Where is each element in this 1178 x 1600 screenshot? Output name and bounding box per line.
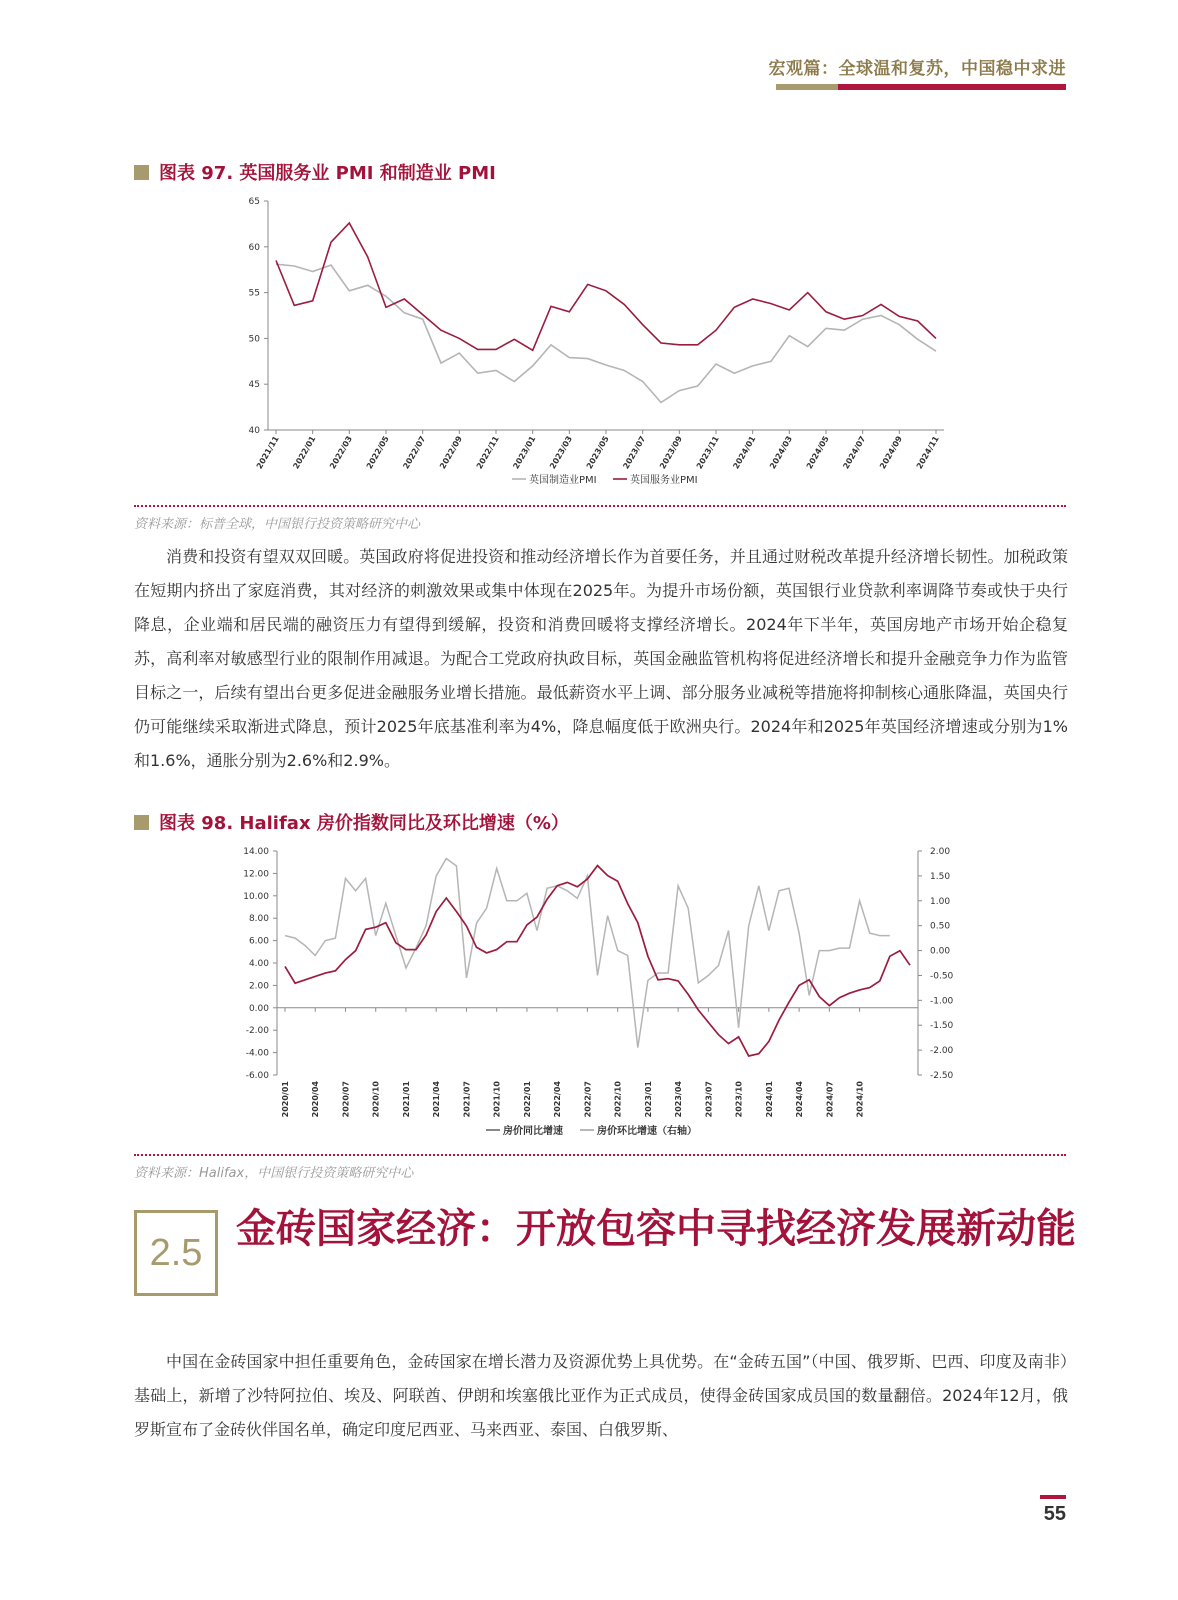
- x-tick-label: 2020/04: [311, 1081, 321, 1118]
- x-tick-label: 2021/04: [432, 1081, 442, 1118]
- right-tick-label: 1.50: [930, 871, 951, 882]
- x-tick-label: 2020/07: [341, 1081, 351, 1118]
- pmi-chart: [0, 190, 1178, 500]
- body-paragraph-brics: 中国在金砖国家中担任重要角色，金砖国家在增长潜力及资源优势上具优势。在“金砖五国”（中国、俄罗斯、巴西、印度及南非）基础上，新增了沙特阿拉伯、埃及、阿联酋、伊朗和埃塞俄比亚作为正式成员，使得金砖国家成员国的数量翻倍。2024年12月，俄罗斯宣布了金砖伙伴国名单，确定印度尼西亚、马来西亚、泰国、白俄罗斯、: [134, 1352, 1068, 1439]
- x-tick-label: 2023/10: [734, 1081, 744, 1118]
- figure97-source: 资料来源：标普全球，中国银行投资策略研究中心: [134, 517, 421, 532]
- left-tick-label: 10.00: [243, 891, 269, 902]
- right-tick-label: 0.00: [930, 946, 951, 957]
- x-tick-label: 2022/07: [401, 434, 428, 471]
- legend-label-manufacturing: 英国制造业PMI: [529, 475, 597, 486]
- x-tick-label: 2023/09: [658, 434, 685, 471]
- right-tick-label: -1.50: [930, 1021, 954, 1032]
- x-tick-label: 2024/05: [804, 434, 831, 471]
- x-tick-label: 2024/09: [878, 434, 905, 471]
- x-tick-label: 2023/01: [643, 1081, 653, 1118]
- legend-label-yoy: 房价同比增速: [503, 1126, 563, 1137]
- x-tick-label: 2020/01: [281, 1081, 290, 1118]
- x-tick-label: 2024/01: [731, 434, 758, 471]
- legend-label-services: 英国服务业PMI: [630, 475, 698, 486]
- x-tick-label: 2023/03: [548, 434, 575, 471]
- left-tick-label: -2.00: [245, 1026, 269, 1037]
- header-divider-gold: [776, 84, 838, 90]
- x-tick-label: 2021/07: [462, 1081, 472, 1118]
- x-tick-label: 2022/11: [474, 434, 501, 471]
- x-tick-label: 2024/03: [768, 434, 795, 471]
- left-tick-label: 4.00: [248, 959, 269, 969]
- left-tick-label: 14.00: [243, 847, 269, 857]
- y-tick-label: 50: [248, 334, 260, 345]
- header-title: 宏观篇：全球温和复苏，中国稳中求进: [768, 59, 1066, 79]
- x-tick-label: 2023/07: [704, 1081, 714, 1118]
- right-tick-label: 1.00: [930, 896, 951, 907]
- x-tick-label: 2022/03: [328, 434, 355, 471]
- left-tick-label: 12.00: [243, 869, 269, 880]
- header-divider-red: [838, 84, 1066, 90]
- right-tick-label: -2.00: [930, 1046, 954, 1057]
- x-tick-label: 2021/11: [254, 434, 281, 471]
- right-tick-label: -0.50: [930, 971, 954, 982]
- x-tick-label: 2020/10: [371, 1081, 381, 1118]
- services-pmi-line: [276, 223, 936, 350]
- page-number: 55: [1043, 1503, 1066, 1525]
- x-tick-label: 2024/04: [795, 1081, 805, 1118]
- legend-label-mom: 房价环比增速（右轴）: [597, 1126, 697, 1137]
- y-tick-label: 65: [248, 197, 260, 207]
- x-tick-label: 2022/05: [364, 434, 391, 471]
- x-tick-label: 2023/11: [694, 434, 721, 471]
- figure97-divider: [134, 505, 1066, 507]
- x-tick-label: 2024/01: [764, 1081, 774, 1118]
- manufacturing-pmi-line: [276, 264, 936, 402]
- x-tick-label: 2024/07: [825, 1081, 835, 1118]
- x-tick-label: 2022/01: [522, 1081, 532, 1118]
- figure98-source: 资料来源：Halifax，中国银行投资策略研究中心: [134, 1166, 414, 1181]
- figure97-title-marker: [134, 165, 149, 180]
- y-tick-label: 45: [248, 380, 260, 391]
- x-tick-label: 2023/05: [584, 434, 611, 471]
- left-tick-label: 8.00: [248, 914, 269, 925]
- figure98-divider: [134, 1154, 1066, 1156]
- x-tick-label: 2022/07: [583, 1081, 593, 1118]
- figure97-title-text: 图表 97. 英国服务业 PMI 和制造业 PMI: [159, 163, 496, 184]
- y-tick-label: 60: [248, 242, 260, 253]
- figure98-title: [134, 809, 569, 835]
- x-tick-label: 2022/01: [291, 434, 318, 471]
- x-tick-label: 2021/10: [492, 1081, 502, 1118]
- house-price-mom-line: [285, 859, 890, 1048]
- halifax-chart: [0, 840, 1178, 1150]
- right-tick-label: 2.00: [930, 847, 951, 857]
- x-tick-label: 2024/07: [841, 434, 868, 471]
- figure98-title-marker: [134, 815, 149, 830]
- section-title: 金砖国家经济：开放包容中寻找经济发展新动能: [236, 1206, 1076, 1252]
- x-tick-label: 2023/07: [621, 434, 648, 471]
- left-tick-label: -4.00: [245, 1048, 269, 1059]
- x-tick-label: 2023/01: [511, 434, 538, 471]
- x-tick-label: 2022/04: [553, 1081, 563, 1118]
- figure98-title-text: 图表 98. Halifax 房价指数同比及环比增速（%）: [159, 813, 569, 834]
- left-tick-label: 0.00: [248, 1003, 269, 1014]
- figure97-title: [134, 159, 496, 185]
- right-tick-label: -1.00: [930, 996, 954, 1007]
- right-tick-label: -2.50: [930, 1071, 954, 1081]
- x-tick-label: 2023/04: [674, 1081, 684, 1118]
- x-tick-label: 2024/11: [914, 434, 941, 471]
- footer-accent-bar: [1040, 1495, 1066, 1499]
- x-tick-label: 2022/09: [438, 434, 465, 471]
- x-tick-label: 2022/10: [613, 1081, 623, 1118]
- left-tick-label: -6.00: [245, 1071, 269, 1081]
- left-tick-label: 2.00: [248, 981, 269, 992]
- y-tick-label: 40: [248, 426, 260, 436]
- right-tick-label: 0.50: [930, 921, 951, 932]
- y-tick-label: 55: [248, 288, 260, 299]
- left-tick-label: 6.00: [248, 936, 269, 947]
- section-number-box: 2.5: [134, 1210, 218, 1296]
- body-paragraph-uk-outlook: 消费和投资有望双双回暖。英国政府将促进投资和推动经济增长作为首要任务，并且通过财税改革提升经济增长韧性。加税政策在短期内挤出了家庭消费，其对经济的刺激效果或集中体现在2025年。为提升市场份额，英国银行业贷款利率调降节奏或快于央行降息，企业端和居民端的融资压力有望得到缓解，投资和消费回暖将支撑经济增长。2024年下半年，英国房地产市场开始企稳复苏，高利率对敏感型行业的限制作用减退。为配合工党政府执政目标，英国金融监管机构将促进经济增长和提升金融竞争力作为监管目标之一，后续有望出台更多促进金融服务业增长措施。最低薪资水平上调、部分服务业减税等措施将抑制核心通胀降温，英国央行仍可能继续采取渐进式降息，预计2025年底基准利率为4%，降息幅度低于欧洲央行。2024年和2025年英国经济增速或分别为1%和1.6%，通胀分别为2.6%和2.9%。: [134, 547, 1068, 770]
- x-tick-label: 2021/01: [401, 1081, 411, 1118]
- x-tick-label: 2024/10: [855, 1081, 865, 1118]
